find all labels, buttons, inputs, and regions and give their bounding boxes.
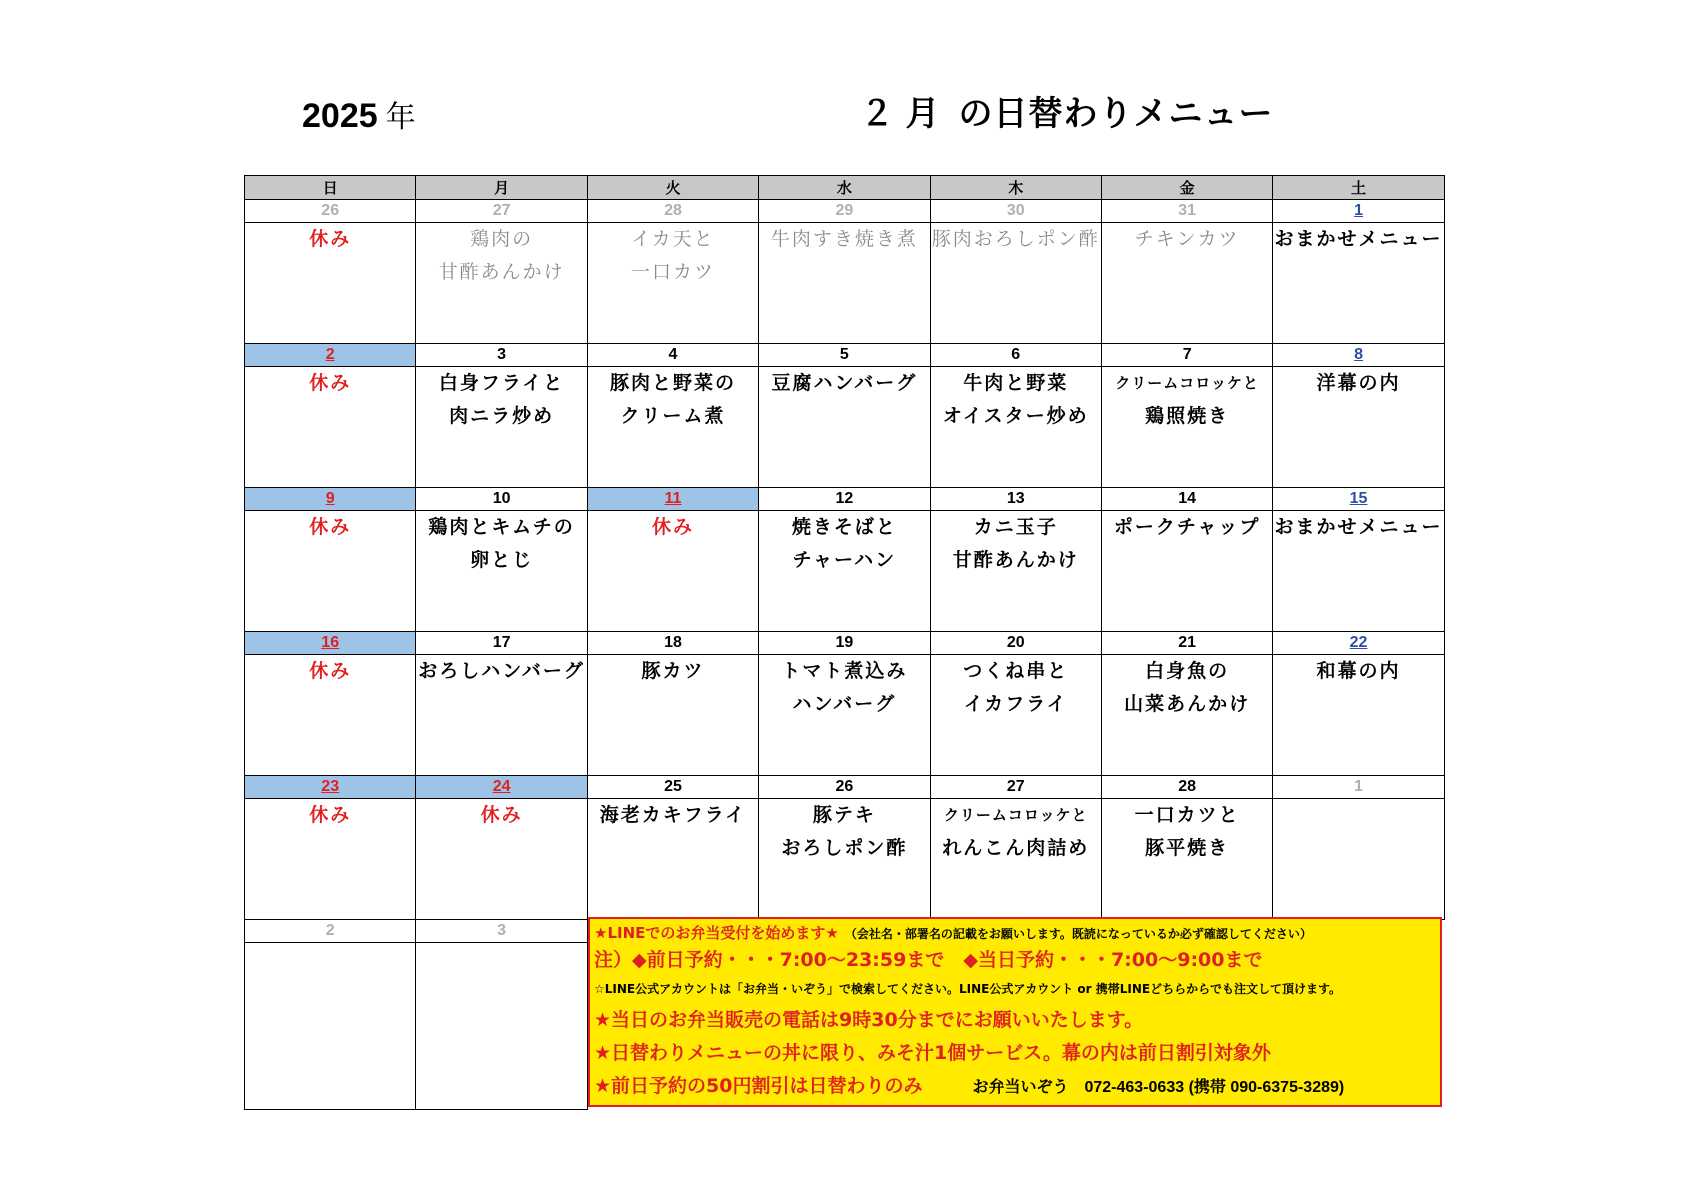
date-number: 26	[321, 202, 340, 219]
date-cell	[416, 632, 587, 655]
date-cell	[759, 344, 930, 367]
menu-cell	[759, 367, 930, 488]
menu-item: 豚肉おろしポン酢	[931, 228, 1100, 250]
date-number: 14	[1178, 490, 1197, 507]
date-cell	[587, 776, 758, 799]
date-cell	[759, 632, 930, 655]
date-number: 30	[1006, 202, 1025, 219]
notice-reservation-hours: 注）◆前日予約・・・7:00～23:59まで ◆当日予約・・・7:00～9:00まで	[594, 949, 1263, 971]
line-order-notice	[588, 917, 1442, 1107]
date-cell	[930, 200, 1101, 223]
menu-item: 休み	[309, 516, 352, 538]
date-row	[245, 200, 1445, 223]
menu-item: おまかせメニュー	[1274, 516, 1443, 538]
menu-item: ポークチャップ	[1113, 516, 1261, 538]
date-number: 5	[839, 346, 849, 363]
notice-line-order-note: （会社名・部署名の記載をお願いします。既読になっているか必ず確認してください）	[844, 927, 1312, 941]
date-row	[245, 344, 1445, 367]
date-number: 23	[321, 778, 340, 795]
shop-contact: お弁当いぞう 072-463-0633 (携帯 090-6375-3289)	[972, 1079, 1345, 1096]
date-cell	[245, 488, 416, 511]
date-cell	[245, 920, 416, 943]
menu-cell	[759, 511, 930, 632]
menu-cell	[587, 655, 758, 776]
menu-cell	[1273, 511, 1444, 632]
weekday-tue: 火	[587, 176, 758, 200]
menu-item: 鶏照焼き	[1145, 405, 1230, 427]
weekday-wed: 水	[759, 176, 930, 200]
date-number: 1	[1354, 778, 1363, 795]
menu-item: 休み	[309, 228, 352, 250]
date-number: 29	[835, 202, 854, 219]
date-cell	[930, 488, 1101, 511]
menu-item: トマト煮込み	[781, 660, 908, 682]
date-number: 28	[664, 202, 682, 219]
menu-cell	[416, 223, 587, 344]
date-number: 31	[1178, 202, 1197, 219]
menu-cell	[759, 799, 930, 920]
date-number: 3	[497, 922, 507, 939]
menu-cell	[1101, 367, 1272, 488]
notice-phone-deadline: ★当日のお弁当販売の電話は9時30分までにお願いいたします。	[594, 1009, 1144, 1031]
menu-item: 一口カツと	[1134, 804, 1240, 826]
date-number: 4	[668, 346, 678, 363]
date-number: 10	[492, 490, 511, 507]
date-cell	[416, 776, 587, 799]
date-cell	[416, 920, 587, 943]
notice-line-account: ☆LINE公式アカウントは「お弁当・いぞう」で検索してください。LINE公式アカウント or 携帯LINEどちらからでも注文して頂けます。	[594, 982, 1342, 996]
menu-item: イカフライ	[963, 693, 1068, 715]
menu-item: 鶏肉の	[470, 228, 534, 250]
date-cell	[930, 632, 1101, 655]
date-number: 28	[1178, 778, 1197, 795]
date-cell	[1101, 632, 1272, 655]
date-cell	[1101, 776, 1272, 799]
menu-cell	[1101, 655, 1272, 776]
date-number: 8	[1354, 346, 1363, 363]
menu-item: 牛肉と野菜	[963, 372, 1069, 394]
weekday-sat: 土	[1273, 176, 1444, 200]
menu-cell	[245, 223, 416, 344]
date-cell	[759, 200, 930, 223]
date-number: 24	[492, 778, 511, 795]
menu-item: オイスター炒め	[942, 405, 1089, 427]
menu-cell	[245, 655, 416, 776]
date-cell	[587, 488, 758, 511]
menu-item: つくね串と	[963, 660, 1069, 682]
menu-row	[245, 655, 1445, 776]
date-cell	[416, 488, 587, 511]
menu-cell	[416, 367, 587, 488]
menu-item: 休み	[309, 660, 352, 682]
menu-cell	[1273, 655, 1444, 776]
menu-item: 豚肉と野菜の	[609, 372, 736, 394]
menu-cell	[1273, 223, 1444, 344]
date-cell	[1273, 344, 1444, 367]
date-number: 11	[664, 490, 682, 507]
date-cell	[587, 344, 758, 367]
menu-cell	[416, 799, 587, 920]
menu-cell	[1101, 799, 1272, 920]
date-number: 1	[1354, 202, 1363, 219]
date-number: 13	[1006, 490, 1025, 507]
date-number: 2	[325, 346, 335, 363]
date-cell	[759, 488, 930, 511]
menu-item: おまかせメニュー	[1274, 228, 1443, 250]
date-cell	[1101, 344, 1272, 367]
menu-cell	[587, 799, 758, 920]
menu-cell	[1101, 511, 1272, 632]
year-label	[302, 92, 416, 136]
menu-cell	[587, 223, 758, 344]
weekday-thu: 木	[930, 176, 1101, 200]
menu-item: 和幕の内	[1316, 660, 1401, 682]
menu-cell	[245, 799, 416, 920]
menu-cell	[587, 511, 758, 632]
date-number: 6	[1011, 346, 1021, 363]
date-cell	[1273, 488, 1444, 511]
date-number: 19	[835, 634, 854, 651]
menu-item: 豚カツ	[641, 660, 705, 682]
year-unit: 年	[385, 100, 416, 135]
menu-cell	[930, 223, 1101, 344]
menu-item: 休み	[309, 804, 352, 826]
menu-row	[245, 799, 1445, 920]
notice-discount: ★前日予約の50円割引は日替わりのみ	[594, 1075, 923, 1097]
date-cell	[759, 776, 930, 799]
menu-item: 肉ニラ炒め	[449, 405, 555, 427]
menu-item: 白身フライと	[438, 372, 565, 394]
date-cell	[1101, 200, 1272, 223]
menu-item: 一口カツ	[630, 261, 715, 283]
date-cell	[1101, 488, 1272, 511]
month-label: ２ 月	[860, 95, 941, 133]
menu-item: 鶏肉とキムチの	[428, 516, 575, 538]
menu-cell	[930, 367, 1101, 488]
menu-item: 海老カキフライ	[599, 804, 747, 826]
date-cell	[245, 200, 416, 223]
date-number: 21	[1178, 634, 1197, 651]
date-cell	[245, 776, 416, 799]
menu-item: 山菜あんかけ	[1124, 693, 1251, 715]
date-cell	[930, 344, 1101, 367]
date-cell	[245, 632, 416, 655]
menu-cell	[759, 223, 930, 344]
menu-item: 卵とじ	[470, 549, 534, 571]
date-number: 18	[664, 634, 682, 651]
menu-item: チキンカツ	[1134, 228, 1240, 250]
menu-row	[245, 511, 1445, 632]
menu-item: 洋幕の内	[1316, 372, 1401, 394]
menu-cell	[1101, 223, 1272, 344]
menu-cell	[930, 799, 1101, 920]
date-number: 26	[835, 778, 854, 795]
notice-miso-soup: ★日替わりメニューの丼に限り、みそ汁1個サービス。幕の内は前日割引対象外	[594, 1042, 1271, 1064]
weekday-sun: 日	[245, 176, 416, 200]
menu-cell	[930, 655, 1101, 776]
date-number: 12	[835, 490, 854, 507]
menu-row	[245, 223, 1445, 344]
menu-cell	[416, 655, 587, 776]
menu-cell	[930, 511, 1101, 632]
menu-item: 白身魚の	[1145, 660, 1230, 682]
menu-cell	[416, 511, 587, 632]
menu-cell	[1273, 799, 1444, 920]
menu-item: クリーム煮	[620, 405, 726, 427]
empty-cell	[245, 943, 416, 1110]
date-number: 20	[1006, 634, 1025, 651]
menu-item: 休み	[651, 516, 694, 538]
menu-item: 焼きそばと	[791, 516, 897, 538]
menu-cell	[759, 655, 930, 776]
notice-line-order-heading: ★LINEでのお弁当受付を始めます★	[594, 924, 839, 942]
date-cell	[1273, 200, 1444, 223]
menu-row	[245, 367, 1445, 488]
menu-item: 牛肉すき焼き煮	[770, 228, 918, 250]
date-cell	[930, 776, 1101, 799]
menu-item: おろしポン酢	[781, 837, 908, 859]
menu-item: ハンバーグ	[792, 693, 897, 715]
date-number: 2	[325, 922, 335, 939]
date-number: 27	[492, 202, 511, 219]
empty-cell	[416, 943, 587, 1110]
menu-item: チャーハン	[792, 549, 897, 571]
menu-item: 休み	[309, 372, 352, 394]
menu-item: クリームコロッケと	[943, 806, 1088, 824]
date-number: 17	[492, 634, 511, 651]
date-row	[245, 632, 1445, 655]
menu-item: おろしハンバーグ	[418, 660, 585, 682]
menu-item: クリームコロッケと	[1115, 374, 1259, 392]
menu-item: 休み	[480, 804, 523, 826]
menu-item: 甘酢あんかけ	[438, 261, 565, 283]
menu-item: カニ玉子	[973, 516, 1058, 538]
date-cell	[587, 200, 758, 223]
date-number: 22	[1349, 634, 1368, 651]
title-text: の日替わりメニュー	[958, 94, 1274, 134]
weekday-mon: 月	[416, 176, 587, 200]
date-cell	[245, 344, 416, 367]
date-cell	[1273, 632, 1444, 655]
menu-item: 豆腐ハンバーグ	[771, 372, 918, 394]
date-cell	[587, 632, 758, 655]
date-row	[245, 488, 1445, 511]
menu-item: れんこん肉詰め	[942, 837, 1090, 859]
menu-item: 甘酢あんかけ	[952, 549, 1079, 571]
page-title	[860, 86, 1273, 135]
menu-cell	[245, 367, 416, 488]
date-number: 25	[664, 778, 682, 795]
menu-cell	[1273, 367, 1444, 488]
date-number: 7	[1182, 346, 1192, 363]
date-cell	[416, 344, 587, 367]
date-cell	[416, 200, 587, 223]
date-number: 3	[497, 346, 507, 363]
menu-item: 豚テキ	[812, 804, 876, 826]
date-number: 27	[1006, 778, 1025, 795]
menu-item: 豚平焼き	[1145, 837, 1230, 859]
menu-cell	[587, 367, 758, 488]
menu-item: イカ天と	[631, 228, 715, 250]
date-number: 16	[321, 634, 340, 651]
date-number: 9	[325, 490, 335, 507]
weekday-fri: 金	[1101, 176, 1272, 200]
date-number: 15	[1349, 490, 1368, 507]
weekday-header-row	[245, 176, 1445, 200]
date-row	[245, 776, 1445, 799]
year-number: 2025	[302, 97, 378, 135]
date-cell	[1273, 776, 1444, 799]
menu-cell	[245, 511, 416, 632]
